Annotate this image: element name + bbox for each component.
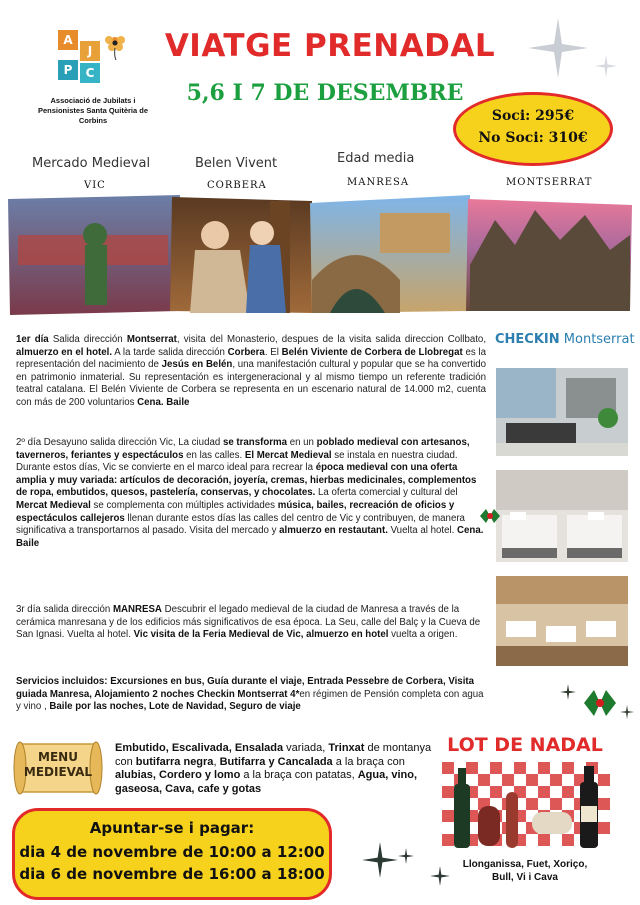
included-services: Servicios incluidos: Excursiones en bus, Guía durante el viaje, Entrada Pessebre de Corbera, Visita guiada Manresa, Alojamiento 2 noches Checkin Montserrat 4*en régimen de Pensión completa con agua y vino , Baile por las noches, Lote de Navidad, Seguro de viaje: [16, 676, 484, 713]
sparkle-icon: [620, 705, 634, 719]
destination-label: Belen Vivent: [195, 156, 278, 171]
registration-date: dia 6 de novembre de 16:00 a 18:00: [19, 865, 325, 883]
destination-city: MANRESA: [347, 177, 410, 188]
flower-icon: [102, 32, 128, 60]
association-line: Pensionistes Santa Quitèria de: [37, 106, 149, 115]
hotel-room-photo: [496, 470, 628, 562]
logo-letter: C: [80, 63, 100, 83]
destination-city: CORBERA: [207, 180, 267, 191]
hotel-lobby-photo: [496, 368, 628, 456]
association-line: Corbins: [78, 116, 108, 125]
holly-icon: [478, 505, 502, 527]
price-badge: [453, 92, 613, 166]
day2-description: 2º día Desayuno salida dirección Vic, La ciudad se transforma en un poblado medieval con artesanos, taverneros, feriantes y espectáculos en las calles. El Mercat Medieval se instala en nuestra ciudad. Durante estos días, Vic se convierte en el marco ideal para recrear la época medieval con una oferta amplia y muy variada: artículos de decoración, joyería, cremas, hierbas medicinales, complementos de ropa, embutidos, quesos, pastelería, conservas, y chocolates. La oferta comercial y cultural del Mercat Medieval se complementa con múltiples actividades música, bailes, recreación de oficios y espectáculos callejeros llenan durante estos días las calles del centro de Vic y contribuyen, de manera significativa a transportarnos al pasado. Visita del mercado y almuerzo en restautant. Vuelta al hotel. Cena. Baile: [16, 437, 484, 549]
price-non-member: No Soci: 310€: [478, 130, 588, 146]
lot-caption-line: Llonganissa, Fuet, Xoriço,: [462, 859, 588, 870]
christmas-lot-title: LOT DE NADAL: [447, 734, 603, 756]
registration-date: dia 4 de novembre de 10:00 a 12:00: [19, 843, 325, 861]
logo-letter: J: [80, 41, 100, 61]
hotel-logo: CHECKIN Montserrat: [495, 332, 635, 347]
day1-description: 1er día Salida dirección Montserrat, visita del Monasterio, despues de la visita salida direccion Collbato, almuerzo en el hotel. A la tarde salida dirección Corbera. El Belén Viviente de Corbera de Llobregat es la representación del nacimiento de Jesús en Belén, una manifestación cultural y popular que se ha convertido en patrimonio inmaterial. Su representación es intergeneracional y al mismo tiempo un referente tradición teatral catalana. El Belén Viviente de Corbera se representa en un escenario natural de 14.000 m2, cuenta con más de 200 voluntarios Cena. Baile: [16, 334, 487, 408]
holly-icon: [580, 684, 620, 722]
destination-label: Edad media: [337, 151, 415, 166]
menu-description: Embutido, Escalivada, Ensalada variada, Trinxat de montanya con butifarra negra, Butifarra y Cancalada a la braça con alubias, Cordero y lomo a la braça con patatas, Agua, vino, gaseosa, Cava, cafe y gotas: [115, 742, 432, 795]
lot-caption-line: Bull, Vi i Cava: [492, 872, 558, 883]
day3-description: 3r día salida dirección MANRESA Descubrir el legado medieval de la ciudad de Manresa a través de la cerámica manresana y de los edificios más significativos de esa época. La Seu, calle del Balç y la Cueva de San Ignasi. Vuelta al hotel. Vic visita de la Feria Medieval de Vic, almuerzo en hotel vuelta a origen.: [16, 604, 481, 641]
registration-heading: Apuntar-se i pagar:: [89, 819, 255, 837]
destination-city: MONTSERRAT: [506, 177, 593, 188]
association-line: Associació de Jubilats i: [50, 96, 136, 105]
hotel-restaurant-photo: [496, 576, 628, 666]
sparkle-icon: [362, 842, 398, 878]
sparkle-icon: [560, 684, 576, 700]
menu-title: MEDIEVAL: [23, 765, 93, 779]
trip-dates: 5,6 I 7 DE DESEMBRE: [186, 80, 464, 106]
price-member: Soci: 295€: [491, 108, 575, 124]
destination-city: VIC: [84, 180, 106, 191]
sparkle-icon: [595, 55, 617, 77]
christmas-lot-contents: [450, 858, 600, 884]
trip-title: VIATGE PRENADAL: [164, 28, 496, 64]
registration-box: [12, 808, 332, 900]
association-name: [18, 96, 168, 126]
christmas-lot-photo: [442, 762, 610, 850]
sparkle-icon: [430, 866, 450, 886]
logo-letter: P: [58, 60, 78, 80]
sparkle-icon: [528, 18, 588, 78]
association-logo: [58, 30, 128, 86]
menu-medieval-scroll: [12, 740, 104, 796]
menu-title: MENU: [38, 750, 78, 764]
destinations-photo-banner: [0, 195, 640, 315]
sparkle-icon: [398, 848, 414, 864]
destination-label: Mercado Medieval: [32, 156, 151, 171]
logo-letter: A: [58, 30, 78, 50]
